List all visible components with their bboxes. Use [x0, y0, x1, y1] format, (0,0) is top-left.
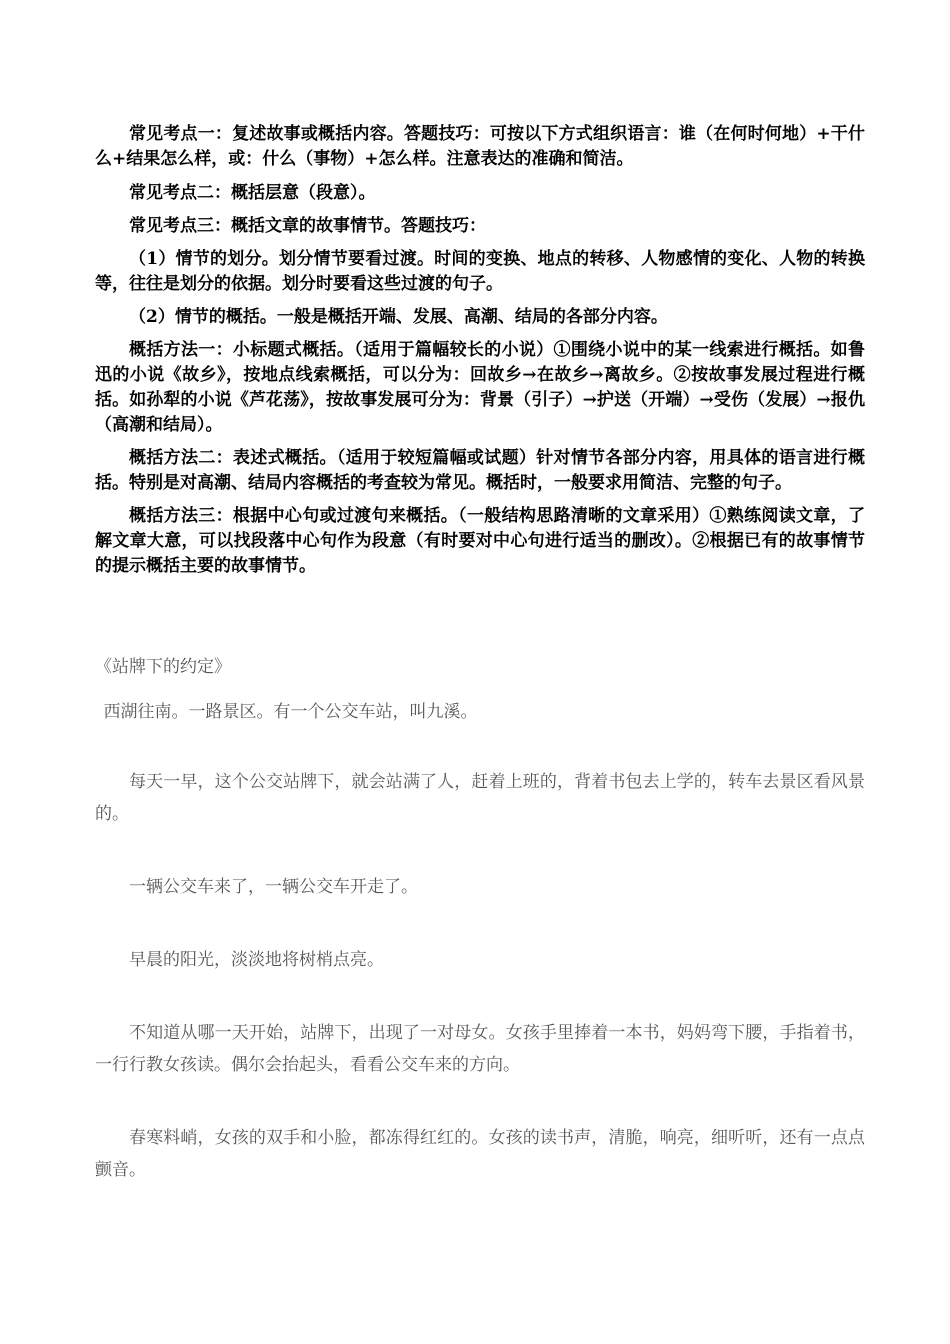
story-paragraph-5: 不知道从哪一天开始，站牌下，出现了一对母女。女孩手里捧着一本书，妈妈弯下腰，手指着书，一行行教女孩读。偶尔会抬起头，看看公交车来的方向。	[95, 1023, 865, 1075]
tip-paragraph-8: 概括方法三：根据中心句或过渡句来概括。（一般结构思路清晰的文章采用）①熟练阅读文章，了解文章大意，可以找段落中心句作为段意（有时要对中心句进行适当的删改）。②根据已有的故事情节的提示概括主要的故事情节。	[95, 506, 865, 576]
story-title: 《站牌下的约定》	[95, 657, 231, 677]
story-paragraph-1: 西湖往南。一路景区。有一个公交车站，叫九溪。	[103, 702, 478, 722]
story-section	[95, 655, 865, 1227]
story-paragraph-3: 一辆公交车来了，一辆公交车开走了。	[129, 877, 418, 897]
story-paragraph-4: 早晨的阳光，淡淡地将树梢点亮。	[129, 950, 384, 970]
tip-paragraph-2: 常见考点二：概括层意（段意）。	[129, 183, 376, 203]
tip-paragraph-3: 常见考点三：概括文章的故事情节。答题技巧：	[129, 216, 486, 236]
exam-tips-section	[95, 122, 865, 587]
tip-paragraph-1: 常见考点一：复述故事或概括内容。答题技巧：可按以下方式组织语言：谁（在何时何地）+干什么+结果怎么样，或：什么（事物）+怎么样。注意表达的准确和简洁。	[95, 124, 865, 169]
story-paragraph-2: 每天一早，这个公交站牌下，就会站满了人，赶着上班的，背着书包去上学的，转车去景区看风景的。	[95, 772, 865, 824]
tip-paragraph-5: （2）情节的概括。一般是概括开端、发展、高潮、结局的各部分内容。	[129, 307, 668, 327]
story-paragraph-6: 春寒料峭，女孩的双手和小脸，都冻得红红的。女孩的读书声，清脆，响亮，细听听，还有一点点颤音。	[95, 1128, 865, 1180]
tip-paragraph-4: （1）情节的划分。划分情节要看过渡。时间的变换、地点的转移、人物感情的变化、人物的转换等，往往是划分的依据。划分时要看这些过渡的句子。	[95, 249, 865, 294]
tip-paragraph-7: 概括方法二：表述式概括。（适用于较短篇幅或试题）针对情节各部分内容，用具体的语言进行概括。特别是对高潮、结局内容概括的考查较为常见。概括时，一般要求用简洁、完整的句子。	[95, 448, 865, 493]
tip-paragraph-6: 概括方法一：小标题式概括。（适用于篇幅较长的小说）①围绕小说中的某一线索进行概括。如鲁迅的小说《故乡》，按地点线索概括，可以分为：回故乡→在故乡→离故乡。②按故事发展过程进行概括。如孙犁的小说《芦花荡》，按故事发展可分为：背景（引子）→护送（开端）→受伤（发展）→报仇（高潮和结局）。	[95, 340, 865, 435]
